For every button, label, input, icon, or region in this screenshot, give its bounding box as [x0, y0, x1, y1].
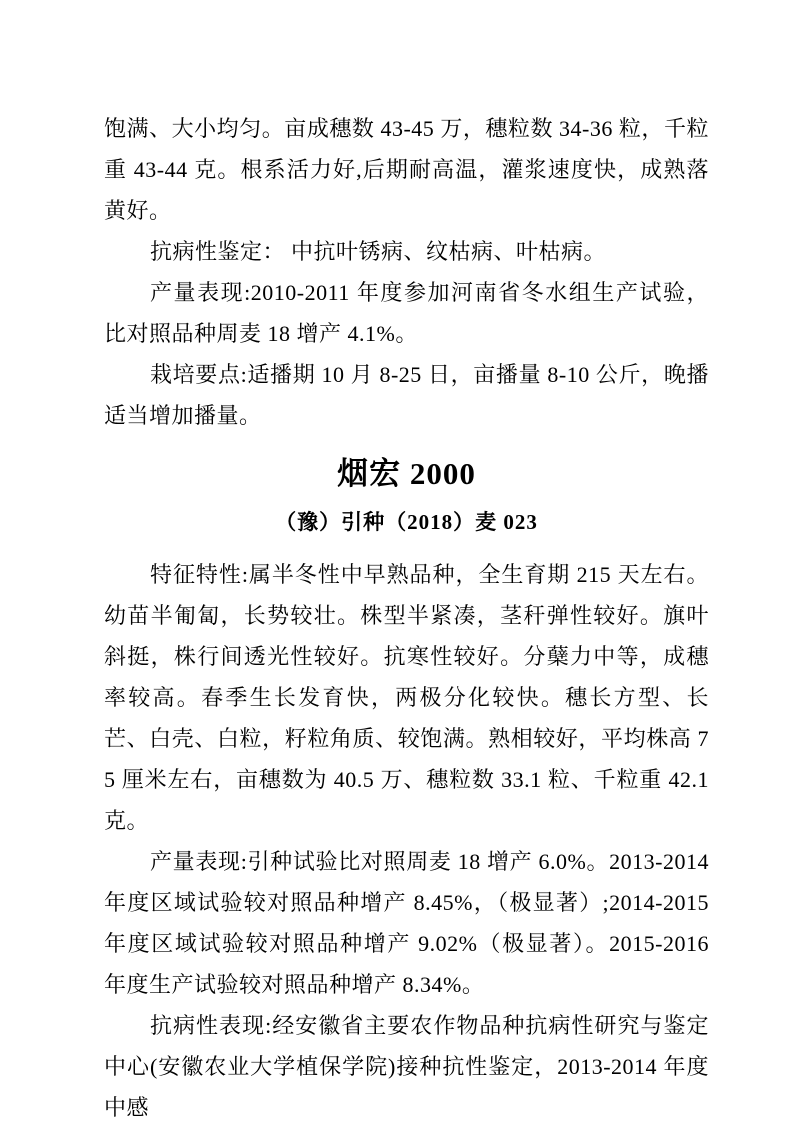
paragraph-cultivation-points: 栽培要点:适播期 10 月 8-25 日，亩播量 8-10 公斤，晚播适当增加播量。 — [104, 362, 709, 428]
paragraph-yield-performance: 产量表现:引种试验比对照周麦 18 增产 6.0%。2013-2014 年度区域试验较对照品种增产 8.45%，（极显著）;2014-2015 年度区域试验较对照品种增产 9.02%（极显著）。2015-2016 年度生产试验较对照品种增产 8.34%。 — [104, 849, 709, 997]
variety-registration-number: （豫）引种（2018）麦 023 — [275, 510, 538, 534]
paragraph-characteristics: 特征特性:属半冬性中早熟品种，全生育期 215 天左右。幼苗半匍匐，长势较壮。株型半紧凑，茎秆弹性较好。旗叶斜挺，株行间透光性较好。抗寒性较好。分蘖力中等，成穗率较高。春季生长发育快，两极分化较快。穗长方型、长芒、白壳、白粒，籽粒角质、较饱满。熟相较好，平均株高 75 厘米左右，亩穗数为 40.5 万、穗粒数 33.1 粒、千粒重 42.1 克。 — [104, 562, 709, 833]
variety-title: 烟宏 2000 — [337, 456, 476, 491]
paragraph-continuation-grain-traits: 饱满、大小均匀。亩成穗数 43-45 万，穗粒数 34-36 粒，千粒重 43-44 克。根系活力好,后期耐高温，灌浆速度快，成熟落黄好。 — [104, 116, 709, 223]
paragraph-disease-resistance-performance: 抗病性表现:经安徽省主要农作物品种抗病性研究与鉴定中心(安徽农业大学植保学院)接种抗性鉴定，2013-2014 年度中感 — [104, 1013, 709, 1120]
paragraph-disease-resistance-appraisal: 抗病性鉴定： 中抗叶锈病、纹枯病、叶枯病。 — [150, 239, 607, 264]
paragraph-yield-performance-prev: 产量表现:2010-2011 年度参加河南省冬水组生产试验，比对照品种周麦 18 增产 4.1%。 — [104, 280, 709, 346]
